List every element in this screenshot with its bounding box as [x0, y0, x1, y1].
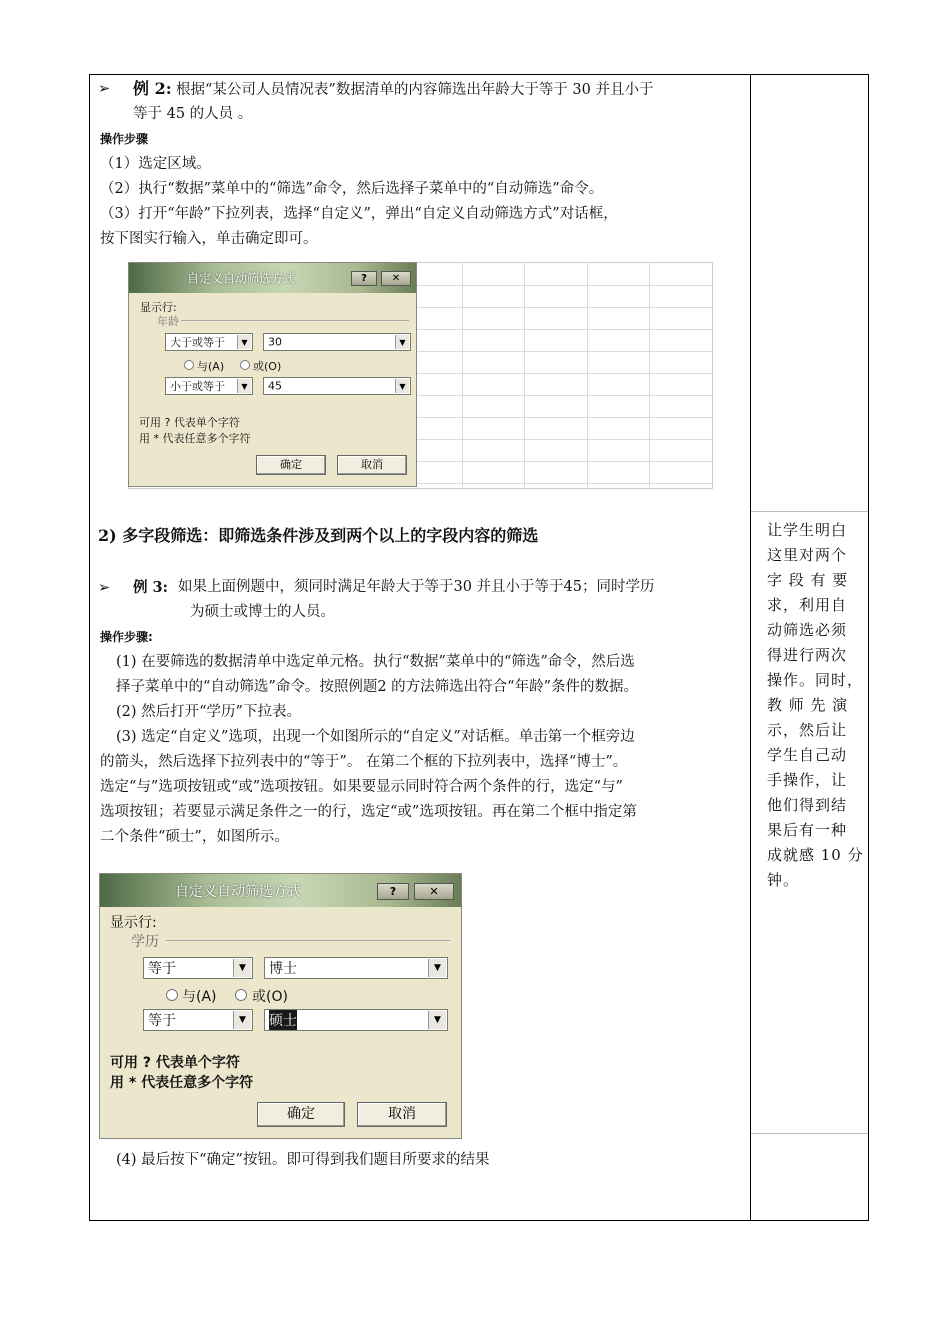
condition2-operator-select[interactable]: [143, 1009, 253, 1031]
field-divider: [166, 940, 450, 941]
table-border-top: [89, 74, 869, 75]
condition2-value-input[interactable]: [263, 377, 411, 395]
side-note-line: 手操作，让: [767, 771, 848, 789]
side-note-line: 他们得到结: [767, 796, 848, 814]
example3-label: 例 3:: [133, 579, 168, 596]
example3-bullet: ➢: [98, 580, 111, 596]
custom-filter-dialog-education: [99, 873, 462, 1139]
example3-p3-line4: 选项按钮；若要显示满足条件之一的行，选定“或”选项按钮。再在第二个框中指定第: [100, 804, 637, 820]
field-name-label: 年龄: [157, 315, 179, 328]
condition1-operator-value: 大于或等于: [170, 336, 225, 349]
wildcard-hint-2: 用 * 代表任意多个字符: [110, 1075, 254, 1091]
side-note-line: 果后有一种: [767, 821, 848, 839]
ok-button[interactable]: 确定: [257, 1102, 345, 1127]
condition2-value-input[interactable]: [264, 1009, 448, 1031]
side-cell-divider-top: [751, 511, 868, 512]
condition1-operator-value: 等于: [148, 961, 176, 977]
example2-text-line1: 根据“某公司人员情况表”数据清单的内容筛选出年龄大于等于 30 并且小于: [176, 82, 654, 98]
wildcard-hint-1: 可用 ? 代表单个字符: [110, 1055, 240, 1071]
example2-step2: （2）执行“数据”菜单中的“筛选”命令，然后选择子菜单中的“自动筛选”命令。: [100, 181, 604, 197]
close-button[interactable]: ✕: [381, 271, 411, 286]
show-rows-label: 显示行:: [110, 915, 157, 931]
table-border-right: [868, 74, 869, 1221]
wildcard-hint-2: 用 * 代表任意多个字符: [139, 432, 251, 445]
and-radio-label: 与(A): [197, 360, 225, 373]
condition2-value: 硕士: [269, 1010, 297, 1030]
side-note-line: 这里对两个: [767, 546, 848, 564]
table-border-left: [89, 74, 90, 1221]
side-note-line: 成就感 10 分: [767, 846, 864, 864]
example2-steps-title: 操作步骤: [100, 132, 149, 146]
section2-heading: 2) 多字段筛选：即筛选条件涉及到两个以上的字段内容的筛选: [98, 526, 539, 545]
table-border-bottom: [89, 1220, 869, 1221]
side-note-line: 学生自己动: [767, 746, 848, 764]
table-column-divider: [750, 74, 751, 1221]
chevron-down-icon: ▼: [428, 959, 446, 977]
example3-p3-line2: 的箭头，然后选择下拉列表中的“等于”。 在第二个框的下拉列表中，选择“博士”。: [100, 754, 628, 770]
side-note-line: 得进行两次: [767, 646, 848, 664]
side-note-line: 让学生明白: [767, 521, 848, 539]
chevron-down-icon: ▼: [395, 379, 409, 393]
condition1-value-select[interactable]: [264, 957, 448, 979]
condition1-operator-select[interactable]: [165, 333, 253, 351]
example3-p1-line2: 择子菜单中的“自动筛选”命令。按照例题2 的方法筛选出符合“年龄”条件的数据。: [116, 679, 638, 695]
ok-button[interactable]: 确定: [256, 455, 326, 475]
chevron-down-icon: ▼: [395, 335, 409, 349]
example2-label: 例 2:: [133, 79, 172, 98]
side-note-line: 动筛选必须: [767, 621, 848, 639]
and-radio[interactable]: [184, 360, 194, 370]
example2-text-line2: 等于 45 的人员 。: [133, 106, 253, 122]
or-radio[interactable]: [240, 360, 250, 370]
condition1-value: 30: [268, 335, 282, 349]
and-radio-label: 与(A): [182, 989, 217, 1005]
chevron-down-icon: ▼: [237, 335, 251, 349]
example2-step3-line2: 按下图实行输入，单击确定即可。: [100, 231, 318, 247]
side-note-line: 操作。同时，: [767, 671, 864, 689]
cancel-button[interactable]: 取消: [357, 1102, 447, 1127]
example3-steps-title: 操作步骤:: [100, 630, 153, 644]
chevron-down-icon: ▼: [237, 379, 251, 393]
show-rows-label: 显示行:: [140, 301, 177, 314]
condition1-value: 博士: [269, 961, 297, 977]
field-divider: [181, 320, 409, 321]
or-radio-label: 或(O): [253, 360, 282, 373]
example3-p2: (2) 然后打开“学历”下拉表。: [116, 704, 301, 720]
condition1-operator-select[interactable]: [143, 957, 253, 979]
example3-text-line2: 为硕士或博士的人员。: [190, 604, 335, 620]
example2-step3-line1: （3）打开“年龄”下拉列表，选择“自定义”，弹出“自定义自动筛选方式”对话框，: [100, 206, 618, 222]
side-note-line: 字 段 有 要: [767, 571, 849, 589]
side-note-line: 求，利用自: [767, 596, 848, 614]
condition2-value: 45: [268, 379, 282, 393]
help-button[interactable]: ?: [351, 271, 377, 286]
side-note-line: 教 师 先 演: [767, 696, 849, 714]
condition2-operator-select[interactable]: [165, 377, 253, 395]
side-cell-divider-bottom: [751, 1133, 868, 1134]
chevron-down-icon: ▼: [428, 1011, 446, 1029]
example3-p1-line1: (1) 在要筛选的数据清单中选定单元格。执行“数据”菜单中的“筛选”命令，然后选: [116, 654, 635, 670]
example3-p3-line1: (3) 选定“自定义”选项，出现一个如图所示的“自定义”对话框。单击第一个框旁边: [116, 729, 635, 745]
side-note-line: 示，然后让: [767, 721, 848, 739]
example3-p3-line3: 选定“与”选项按钮或“或”选项按钮。如果要显示同时符合两个条件的行，选定“与”: [100, 779, 623, 795]
example2-step1: （1）选定区域。: [100, 156, 211, 172]
wildcard-hint-1: 可用 ? 代表单个字符: [139, 416, 240, 429]
condition2-operator-value: 小于或等于: [170, 380, 225, 393]
close-button[interactable]: ✕: [414, 883, 454, 900]
chevron-down-icon: ▼: [233, 959, 251, 977]
or-radio-label: 或(O): [252, 989, 288, 1005]
condition2-operator-value: 等于: [148, 1013, 176, 1029]
chevron-down-icon: ▼: [233, 1011, 251, 1029]
custom-filter-dialog-age: [128, 262, 417, 487]
example3-text-line1: 如果上面例题中，须同时满足年龄大于等于30 并且小于等于45；同时学历: [178, 579, 655, 595]
condition1-value-select[interactable]: [263, 333, 411, 351]
and-radio[interactable]: [166, 989, 178, 1001]
field-name-label: 学历: [131, 934, 159, 950]
dialog-title: 自定义自动筛选方式: [187, 271, 296, 286]
example3-p4: (4) 最后按下“确定”按钮。即可得到我们题目所要求的结果: [116, 1152, 490, 1168]
help-button[interactable]: ?: [377, 883, 409, 900]
or-radio[interactable]: [235, 989, 247, 1001]
dialog-title-bar: [100, 874, 461, 907]
dialog-title-bar: [129, 263, 416, 293]
cancel-button[interactable]: 取消: [337, 455, 407, 475]
side-note-line: 钟。: [767, 871, 800, 889]
example3-p3-line5: 二个条件“硕士”，如图所示。: [100, 829, 289, 845]
example2-bullet: ➢: [98, 81, 111, 97]
dialog-title: 自定义自动筛选方式: [175, 883, 301, 900]
